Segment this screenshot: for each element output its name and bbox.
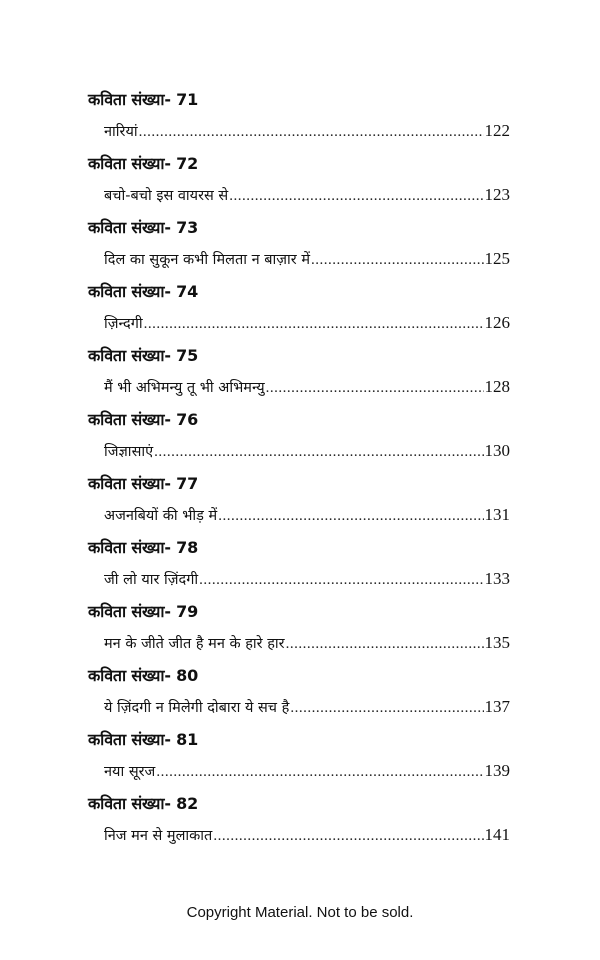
toc-line (104, 631, 510, 655)
toc-line (104, 823, 510, 847)
toc-entry (88, 86, 510, 150)
poem-number-heading: कविता संख्या- 75 (88, 346, 199, 365)
poem-number-heading: कविता संख्या- 82 (88, 794, 199, 813)
page-number: 131 (484, 505, 510, 524)
page-number: 122 (484, 121, 510, 140)
poem-number-heading: कविता संख्या- 73 (88, 218, 199, 237)
poem-title: ज़िन्दगी (104, 316, 143, 332)
page-number: 137 (484, 697, 510, 716)
toc-line (104, 759, 510, 783)
poem-title: ये ज़िंदगी न मिलेगी दोबारा ये सच है (104, 700, 290, 716)
poem-title: मन के जीते जीत है मन के हारे हार (104, 636, 285, 652)
dot-leader (266, 376, 484, 400)
toc-entry (88, 278, 510, 342)
poem-number-heading: कविता संख्या- 81 (88, 730, 199, 749)
page-number: 128 (484, 377, 510, 396)
poem-title: नया सूरज (104, 764, 156, 780)
dot-leader (229, 184, 483, 208)
toc-line (104, 183, 510, 207)
toc-line (104, 119, 510, 143)
toc-entry (88, 534, 510, 598)
dot-leader (290, 696, 483, 720)
toc-line (104, 247, 510, 271)
poem-number-heading: कविता संख्या- 74 (88, 282, 199, 301)
poem-number-heading: कविता संख्या- 76 (88, 410, 199, 429)
toc-line (104, 503, 510, 527)
dot-leader (199, 568, 483, 592)
table-of-contents (88, 86, 510, 854)
dot-leader (213, 824, 483, 848)
poem-number-heading: कविता संख्या- 72 (88, 154, 199, 173)
toc-entry (88, 214, 510, 278)
poem-title: जिज्ञासाएं (104, 444, 154, 460)
copyright-footer: Copyright Material. Not to be sold. (186, 904, 414, 921)
toc-line (104, 439, 510, 463)
toc-entry (88, 790, 510, 854)
page-number: 123 (484, 185, 510, 204)
dot-leader (144, 312, 484, 336)
page-number: 130 (484, 441, 510, 460)
toc-entry (88, 470, 510, 534)
dot-leader (218, 504, 483, 528)
dot-leader (154, 440, 483, 464)
poem-title: मैं भी अभिमन्यु तू भी अभिमन्यु (104, 380, 265, 396)
toc-line (104, 375, 510, 399)
page-number: 125 (484, 249, 510, 268)
poem-number-heading: कविता संख्या- 79 (88, 602, 199, 621)
toc-entry (88, 726, 510, 790)
toc-entry (88, 598, 510, 662)
toc-line (104, 567, 510, 591)
poem-title: जी लो यार ज़िंदगी (104, 572, 199, 588)
dot-leader (139, 120, 484, 144)
page-number: 139 (484, 761, 510, 780)
dot-leader (156, 760, 483, 784)
poem-number-heading: कविता संख्या- 80 (88, 666, 199, 685)
dot-leader (286, 632, 484, 656)
poem-title: अजनबियों की भीड़ में (104, 508, 218, 524)
poem-title: नारियां (104, 124, 138, 140)
toc-entry (88, 150, 510, 214)
poem-title: दिल का सुकून कभी मिलता न बाज़ार में (104, 252, 310, 268)
poem-title: निज मन से मुलाकात (104, 828, 213, 844)
page-number: 133 (484, 569, 510, 588)
dot-leader (311, 248, 484, 272)
toc-line (104, 311, 510, 335)
toc-line (104, 695, 510, 719)
poem-number-heading: कविता संख्या- 77 (88, 474, 199, 493)
poem-title: बचो-बचो इस वायरस से (104, 188, 229, 204)
poem-number-heading: कविता संख्या- 71 (88, 90, 199, 109)
page-number: 126 (484, 313, 510, 332)
page-number: 141 (484, 825, 510, 844)
toc-entry (88, 662, 510, 726)
toc-entry (88, 406, 510, 470)
poem-number-heading: कविता संख्या- 78 (88, 538, 199, 557)
toc-entry (88, 342, 510, 406)
page-number: 135 (484, 633, 510, 652)
